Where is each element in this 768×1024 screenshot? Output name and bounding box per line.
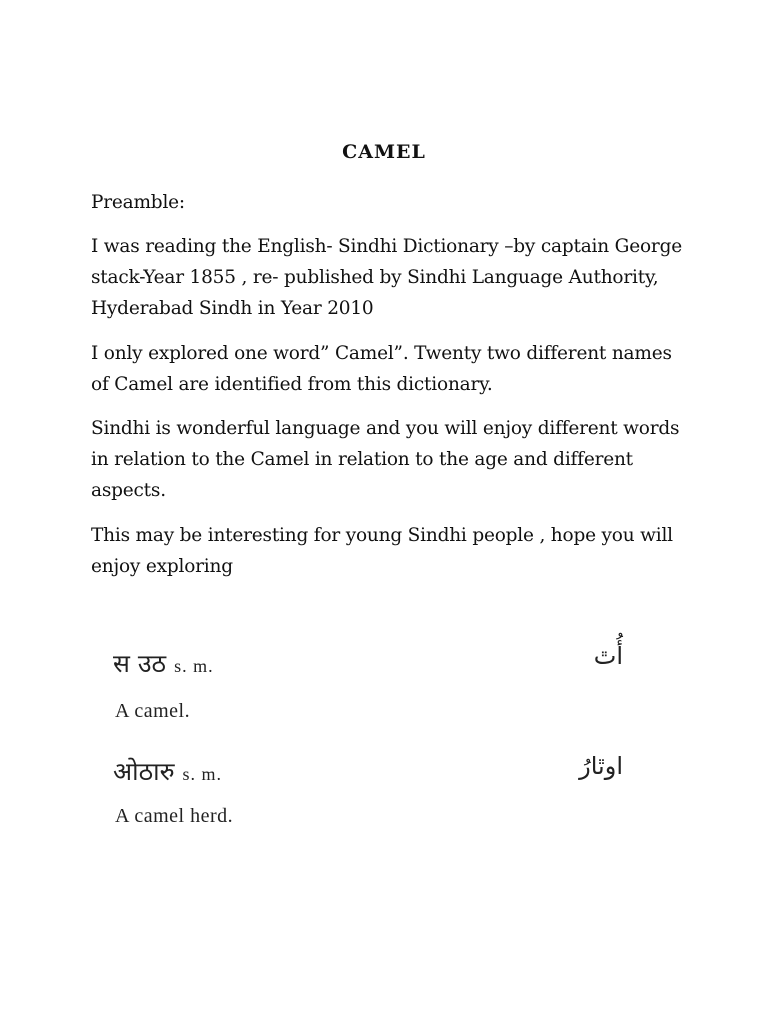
headword-grammar: s. m. — [174, 656, 214, 676]
headword-devanagari: ओठारु — [113, 757, 175, 786]
dictionary-entry-definition: A camel herd. — [115, 805, 234, 827]
dictionary-entry-headword — [113, 754, 222, 788]
paragraph-dictionary-source: I was reading the English- Sindhi Dictionary –by captain George stack-Year 1855 , re- published by Sindhi Language Authority, Hyderabad Sindh in Year 2010 — [91, 236, 682, 319]
preamble-label: Preamble: — [91, 192, 185, 213]
paragraph-camel-names: I only explored one word” Camel”. Twenty two different names of Camel are identified from this dictionary. — [91, 343, 672, 395]
page-title: camel — [342, 134, 426, 165]
paragraph-young-sindhi: This may be interesting for young Sindhi people , hope you will enjoy exploring — [91, 525, 673, 577]
headword-sindhi-arabic: اوٿارُ — [579, 752, 623, 780]
headword-grammar: s. m. — [182, 764, 223, 784]
headword-devanagari: स उठ — [113, 649, 167, 678]
dictionary-entry-definition: A camel. — [115, 700, 191, 722]
dictionary-entry-headword — [113, 646, 214, 680]
headword-sindhi-arabic: أُٿ — [593, 642, 623, 670]
paragraph-sindhi-language: Sindhi is wonderful language and you will enjoy different words in relation to the Camel in relation to the age and different aspects. — [91, 418, 680, 501]
